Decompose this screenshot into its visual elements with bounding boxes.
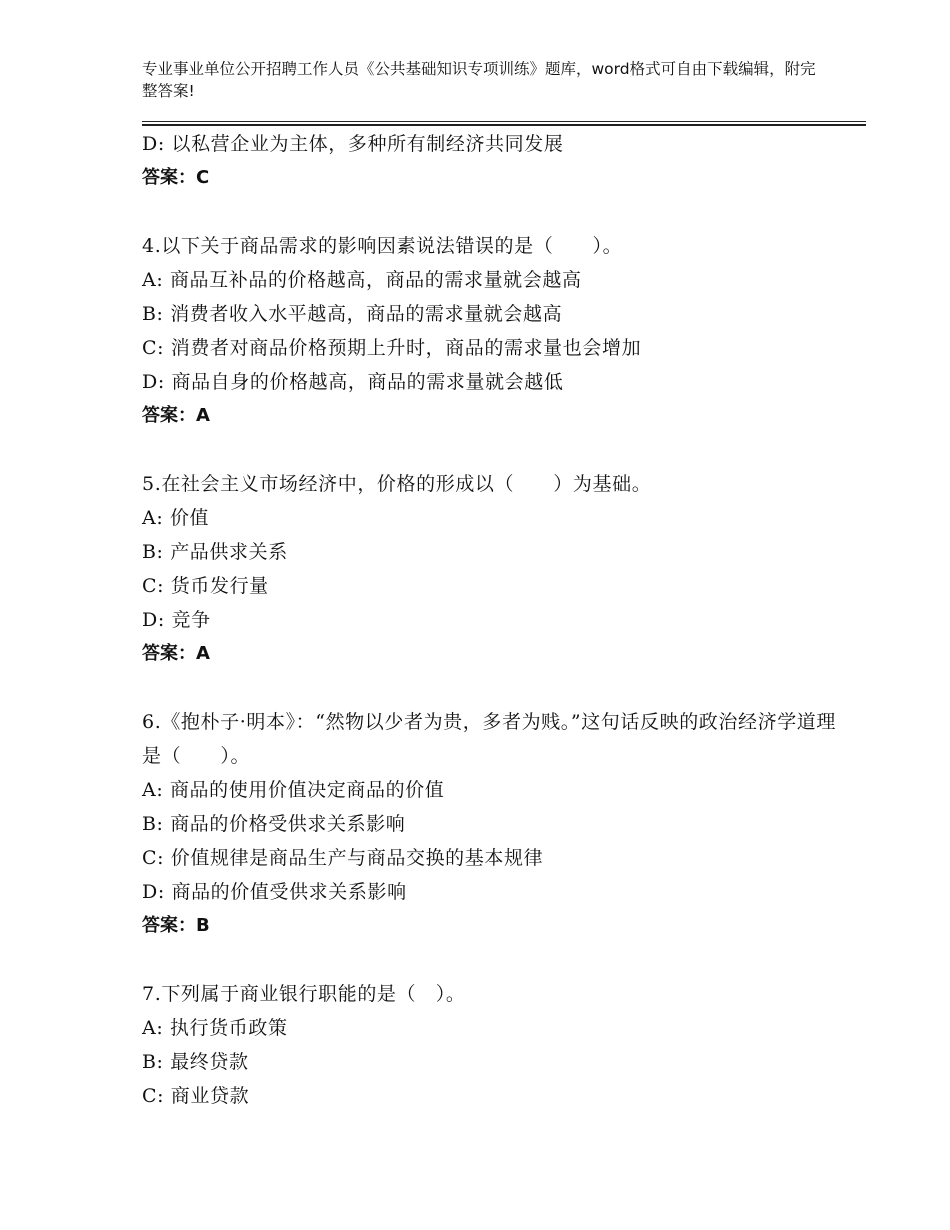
answer: 答案：B: [142, 915, 210, 936]
question-5: [142, 467, 842, 671]
option-b: B: 最终贷款: [142, 1051, 249, 1073]
option-a: A: 商品的使用价值决定商品的价值: [142, 779, 445, 801]
question-6: [142, 705, 842, 943]
option-d: D: 以私营企业为主体，多种所有制经济共同发展: [142, 133, 564, 155]
option-c: C: 货币发行量: [142, 575, 269, 597]
option-b: B: 消费者收入水平越高，商品的需求量就会越高: [142, 303, 563, 325]
answer: 答案：A: [142, 643, 210, 664]
option-c: C: 商业贷款: [142, 1085, 250, 1107]
answer: 答案：C: [142, 167, 210, 188]
spacer: [142, 433, 842, 467]
header-divider-thin: [142, 121, 866, 122]
option-a: A: 执行货币政策: [142, 1017, 288, 1039]
option-c: C: 价值规律是商品生产与商品交换的基本规律: [142, 847, 544, 869]
option-a: A: 价值: [142, 507, 210, 529]
option-b: B: 商品的价格受供求关系影响: [142, 813, 406, 835]
option-a: A: 商品互补品的价格越高，商品的需求量就会越高: [142, 269, 582, 291]
option-b: B: 产品供求关系: [142, 541, 288, 563]
option-c: C: 消费者对商品价格预期上升时，商品的需求量也会增加: [142, 337, 642, 359]
question-list: [142, 127, 842, 1113]
spacer: [142, 195, 842, 229]
header-divider-thick: [142, 124, 866, 126]
header-title: 专业事业单位公开招聘工作人员《公共基础知识专项训练》题库，word格式可自由下载编辑，附完整答案!: [142, 60, 816, 100]
option-d: D: 商品自身的价格越高，商品的需求量就会越低: [142, 371, 564, 393]
option-d: D: 竞争: [142, 609, 211, 631]
question-stem: 6.《抱朴子·明本》：“然物以少者为贵，多者为贱。”这句话反映的政治经济学道理是（ ）。: [142, 711, 836, 767]
spacer: [142, 943, 842, 977]
spacer: [142, 671, 842, 705]
question-7: [142, 977, 842, 1113]
question-stem: 5.在社会主义市场经济中，价格的形成以（ ）为基础。: [142, 473, 652, 495]
document-header: [142, 58, 822, 102]
question-stem: 4.以下关于商品需求的影响因素说法错误的是（ ）。: [142, 235, 623, 257]
question-4: [142, 229, 842, 433]
question-stem: 7.下列属于商业银行职能的是（ ）。: [142, 983, 466, 1005]
option-d: D: 商品的价值受供求关系影响: [142, 881, 407, 903]
answer: 答案：A: [142, 405, 210, 426]
